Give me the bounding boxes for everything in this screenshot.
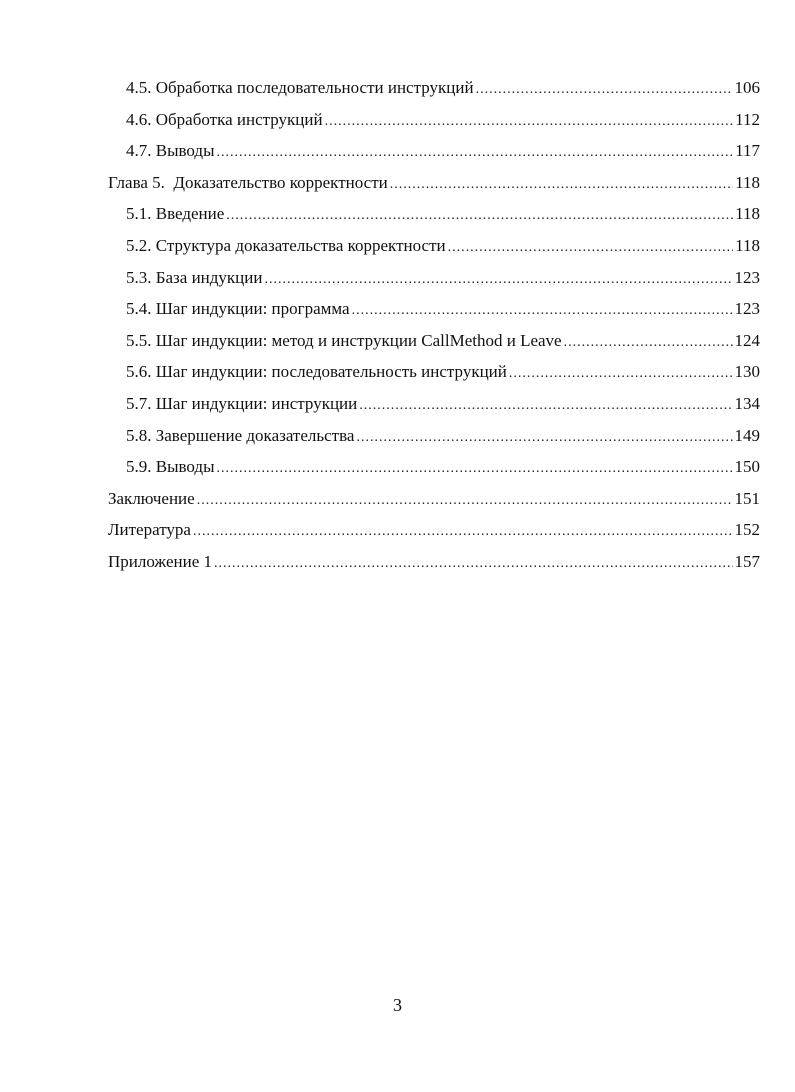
toc-entry[interactable] (108, 293, 760, 325)
toc-leader-dots (476, 74, 733, 106)
toc-entry-title: Литература (108, 520, 191, 540)
toc-entry[interactable] (108, 356, 760, 388)
toc-entry-title: 5.2. Структура доказательства корректности (126, 235, 446, 255)
toc-entry-page: 157 (734, 551, 760, 571)
toc-leader-dots (325, 106, 734, 138)
toc-entry-page: 134 (734, 393, 760, 413)
toc-entry-title: 4.6. Обработка инструкций (126, 109, 323, 129)
toc-entry-title: 4.7. Выводы (126, 141, 215, 161)
toc-entry[interactable] (108, 483, 760, 515)
toc-entry-title: Приложение 1 (108, 551, 212, 571)
toc-leader-dots (359, 390, 732, 422)
toc-entry[interactable] (108, 72, 760, 104)
toc-entry[interactable] (108, 167, 760, 199)
toc-entry-title: 5.3. База индукции (126, 267, 263, 287)
toc-entry[interactable] (108, 230, 760, 262)
toc-entry[interactable] (108, 388, 760, 420)
toc-entry-page: 118 (735, 204, 760, 224)
toc-entry[interactable] (108, 135, 760, 167)
toc-entry[interactable] (108, 198, 760, 230)
toc-entry-title: 5.6. Шаг индукции: последовательность инструкций (126, 362, 507, 382)
toc-entry[interactable] (108, 514, 760, 546)
toc-leader-dots (356, 422, 732, 454)
toc-entry-page: 149 (734, 425, 760, 445)
toc-entry-page: 117 (735, 141, 760, 161)
toc-entry-page: 106 (734, 78, 760, 97)
toc-entry-page: 151 (734, 488, 760, 508)
toc-entry-title: 5.5. Шаг индукции: метод и инструкции CallMethod и Leave (126, 330, 562, 350)
toc-leader-dots (217, 137, 734, 169)
toc-entry-page: 123 (734, 267, 760, 287)
toc-entry-title: 5.7. Шаг индукции: инструкции (126, 393, 358, 413)
toc-entry-page: 150 (734, 457, 760, 477)
toc-entry-title: 5.4. Шаг индукции: программа (126, 299, 350, 319)
toc-entry-title: 5.1. Введение (126, 204, 225, 224)
toc-leader-dots (217, 453, 733, 485)
toc-leader-dots (564, 327, 733, 359)
toc-entry[interactable] (108, 420, 760, 452)
toc-entry[interactable] (108, 546, 760, 578)
toc-entry-page: 124 (734, 330, 760, 350)
toc-leader-dots (509, 358, 733, 390)
toc-entry-page: 118 (735, 235, 760, 255)
toc-entry-page: 118 (735, 172, 760, 192)
page-number: 3 (393, 995, 402, 1015)
toc-entry-title: 4.5. Обработка последовательности инструкций (126, 78, 474, 97)
toc-entry[interactable] (108, 325, 760, 357)
toc-entry-title: 5.9. Выводы (126, 457, 215, 477)
toc-leader-dots (214, 548, 733, 580)
toc-entry-page: 123 (734, 299, 760, 319)
toc-entry-page: 152 (734, 520, 760, 540)
toc-entry-title: Заключение (108, 488, 195, 508)
toc-leader-dots (352, 295, 733, 327)
toc-leader-dots (226, 200, 733, 232)
toc-entry[interactable] (108, 262, 760, 294)
table-of-contents (108, 72, 760, 578)
toc-leader-dots (197, 485, 733, 517)
toc-entry-page: 130 (734, 362, 760, 382)
toc-leader-dots (264, 264, 732, 296)
toc-leader-dots (448, 232, 734, 264)
toc-entry-title: Глава 5. Доказательство корректности (108, 172, 388, 192)
toc-entry-page: 112 (735, 109, 760, 129)
toc-leader-dots (390, 169, 733, 201)
toc-entry[interactable] (108, 451, 760, 483)
toc-entry[interactable] (108, 104, 760, 136)
toc-entry-title: 5.8. Завершение доказательства (126, 425, 355, 445)
toc-leader-dots (193, 516, 733, 548)
